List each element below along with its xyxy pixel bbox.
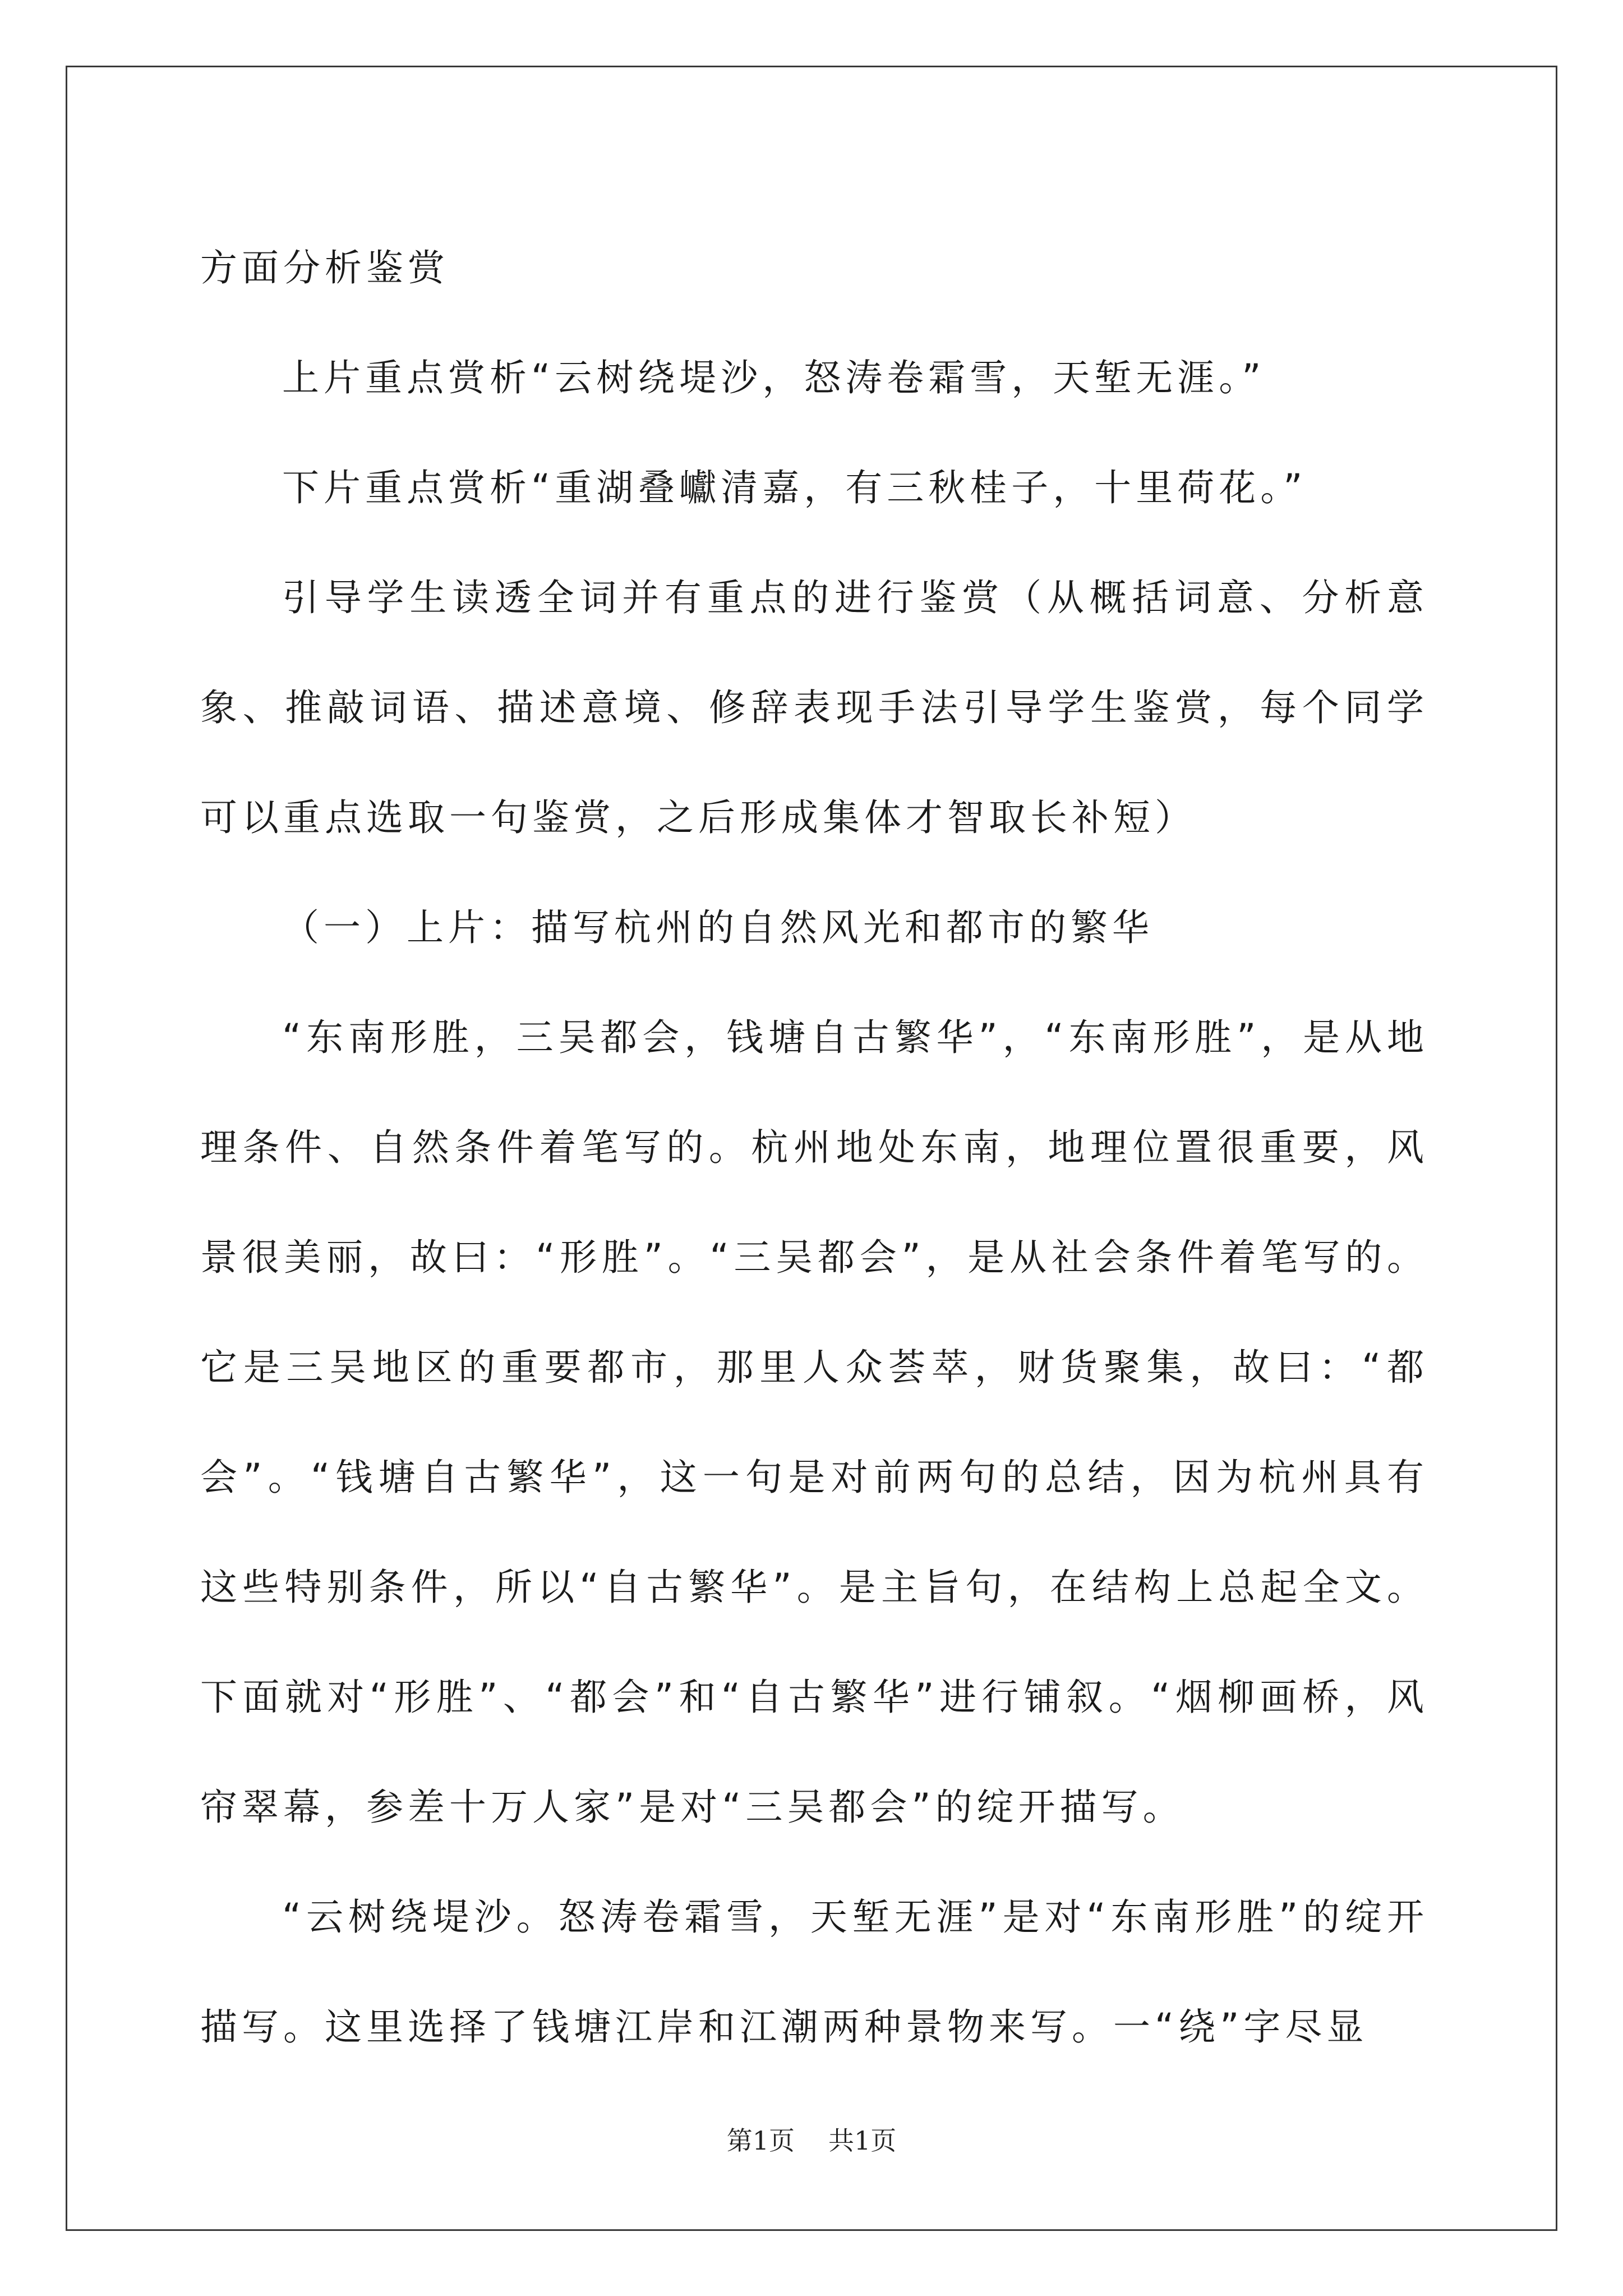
page-footer (0, 2120, 1623, 2157)
paragraph-analysis-2: “云树绕堤沙。怒涛卷霜雪，天堑无涯”是对“东南形胜”的绽开描写。这里选择了钱塘江岸和江潮两种景物来写。一“绕”字尽显 (200, 1895, 1428, 2049)
paragraph-heading: 方面分析鉴赏 (200, 246, 449, 289)
page-total: 共1页 (828, 2125, 897, 2156)
paragraph-section-title: （一）上片：描写杭州的自然风光和都市的繁华 (282, 906, 1154, 949)
document-body (200, 213, 1428, 2082)
paragraph-upper-focus: 上片重点赏析“云树绕堤沙，怒涛卷霜雪，天堑无涯。” (282, 356, 1266, 399)
paragraph-analysis-1: “东南形胜，三吴都会，钱塘自古繁华”，“东南形胜”，是从地理条件、自然条件着笔写的。杭州地处东南，地理位置很重要，风景很美丽，故曰：“形胜”。“三吴都会”，是从社会条件着笔写的。它是三吴地区的重要都市，那里人众荟萃，财货聚集，故曰：“都会”。“钱塘自古繁华”，这一句是对前两句的总结，因为杭州具有这些特别条件，所以“自古繁华”。是主旨句，在结构上总起全文。下面就对“形胜”、“都会”和“自古繁华”进行铺叙。“烟柳画桥，风帘翠幕，参差十万人家”是对“三吴都会”的绽开描写。 (200, 1016, 1428, 1829)
page-number: 第1页 (726, 2125, 795, 2156)
paragraph-lower-focus: 下片重点赏析“重湖叠巘清嘉，有三秋桂子，十里荷花。” (282, 466, 1307, 509)
paragraph-guidance: 引导学生读透全词并有重点的进行鉴赏（从概括词意、分析意象、推敲词语、描述意境、修辞表现手法引导学生鉴赏，每个同学可以重点选取一句鉴赏，之后形成集体才智取长补短） (200, 576, 1428, 839)
